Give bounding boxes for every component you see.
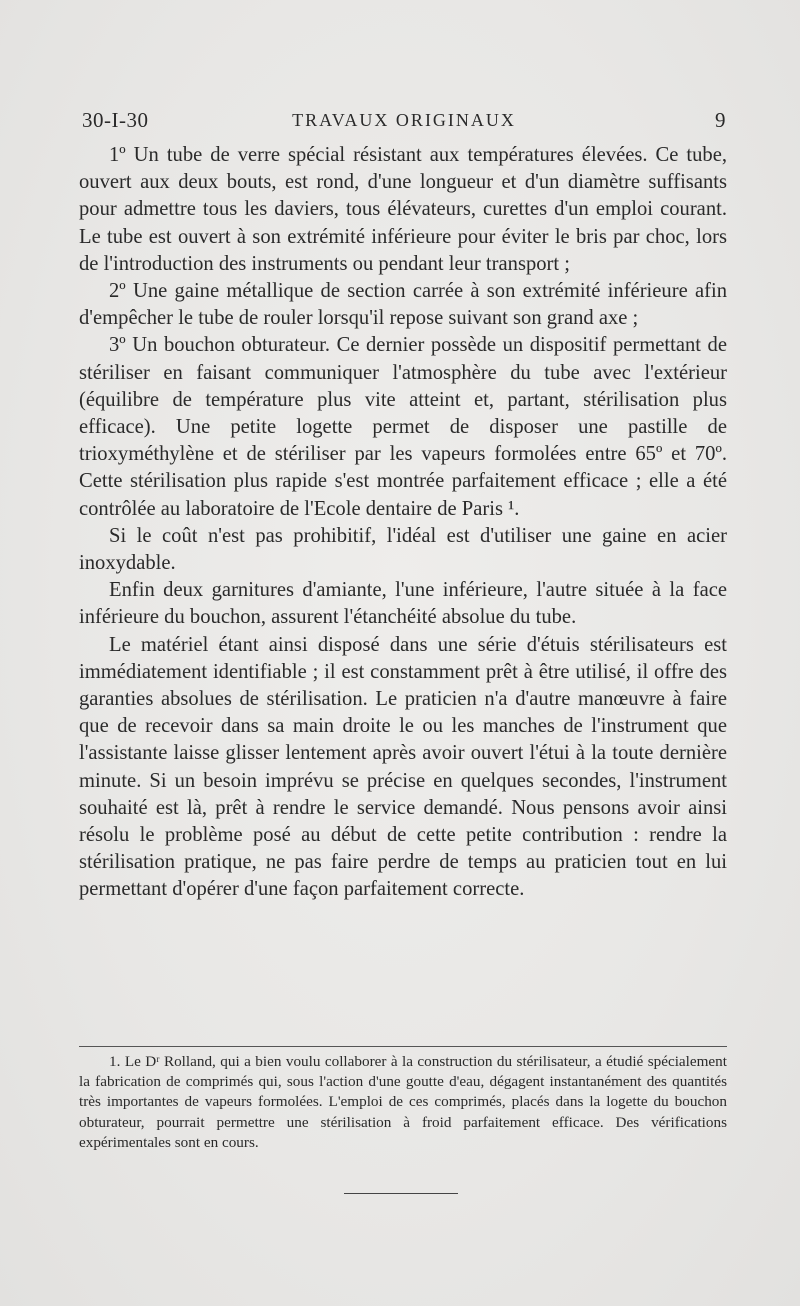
paragraph-stainless: Si le coût n'est pas prohibitif, l'idéal est d'utiliser une gaine en acier inoxydable. (79, 524, 727, 575)
footnote-text: 1. Le Dʳ Rolland, qui a bien voulu collaborer à la construction du stérilisateur, a étudié spécialement la fabrication de comprimés qui, sous l'action d'une goutte d'eau, dégagent instantanément des quantités très importantes de vapeurs formolées. L'emploi de ces comprimés, placés dans la logette du bouchon obturateur, pourrait permettre une stérilisation à froid parfaitement efficace. Des vérifications expérimentales sont en cours. (79, 1053, 727, 1151)
running-header (82, 108, 726, 138)
header-date: 30-I-30 (82, 108, 149, 132)
paragraph-conclusion: Le matériel étant ainsi disposé dans une série d'étuis stérilisateurs est immédiatement identifiable ; il est constamment prêt à être utilisé, il offre des garanties absolues de stérilisation. Le praticien n'a d'autre manœuvre à faire que de recevoir dans sa main droite le ou les manches de l'instrument que l'assistante laisse glisser lentement après avoir ouvert l'étui à la toute dernière minute. Si un besoin imprévu se précise en quelques secondes, l'instrument souhaité est là, prêt à rendre le service demandé. Nous pensons avoir ainsi résolu le problème posé au début de cette petite contribution : rendre la stérilisation pratique, ne pas faire perdre de temps au praticien tout en lui permettant d'opérer d'une façon parfaitement correcte. (79, 633, 727, 901)
paragraph-asbestos: Enfin deux garnitures d'amiante, l'une inférieure, l'autre située à la face inférieure du bouchon, assurent l'étanchéité absolue du tube. (79, 579, 727, 629)
footnote (79, 1052, 727, 1153)
body-text (79, 142, 727, 904)
end-divider (344, 1193, 458, 1194)
paragraph-item-1: 1º Un tube de verre spécial résistant aux températures élevées. Ce tube, ouvert aux deux bouts, est rond, d'une longueur et d'un diamètre suffisants pour admettre tous les daviers, tous élévateurs, curettes d'un emploi courant. Le tube est ouvert à son extrémité inférieure pour éviter le bris par choc, lors de l'introduction des instruments ou pendant leur transport ; (79, 144, 727, 275)
page-number: 9 (715, 108, 726, 132)
paragraph-item-3: 3º Un bouchon obturateur. Ce dernier possède un dispositif permettant de stériliser en faisant communiquer l'atmosphère du tube avec l'extérieur (équilibre de température plus vite atteint et, partant, stérilisation plus efficace). Une petite logette permet de disposer une pastille de trioxyméthylène et de stériliser par les vapeurs formolées entre 65º et 70º. Cette stérilisation plus rapide s'est montrée parfaitement efficace ; elle a été contrôlée au laboratoire de l'Ecole dentaire de Paris ¹. (79, 334, 727, 520)
footnote-divider (79, 1046, 727, 1047)
paragraph-item-2: 2º Une gaine métallique de section carrée à son extrémité inférieure afin d'empêcher le tube de rouler lorsqu'il repose suivant son grand axe ; (79, 280, 727, 330)
header-title: TRAVAUX ORIGINAUX (292, 110, 516, 130)
